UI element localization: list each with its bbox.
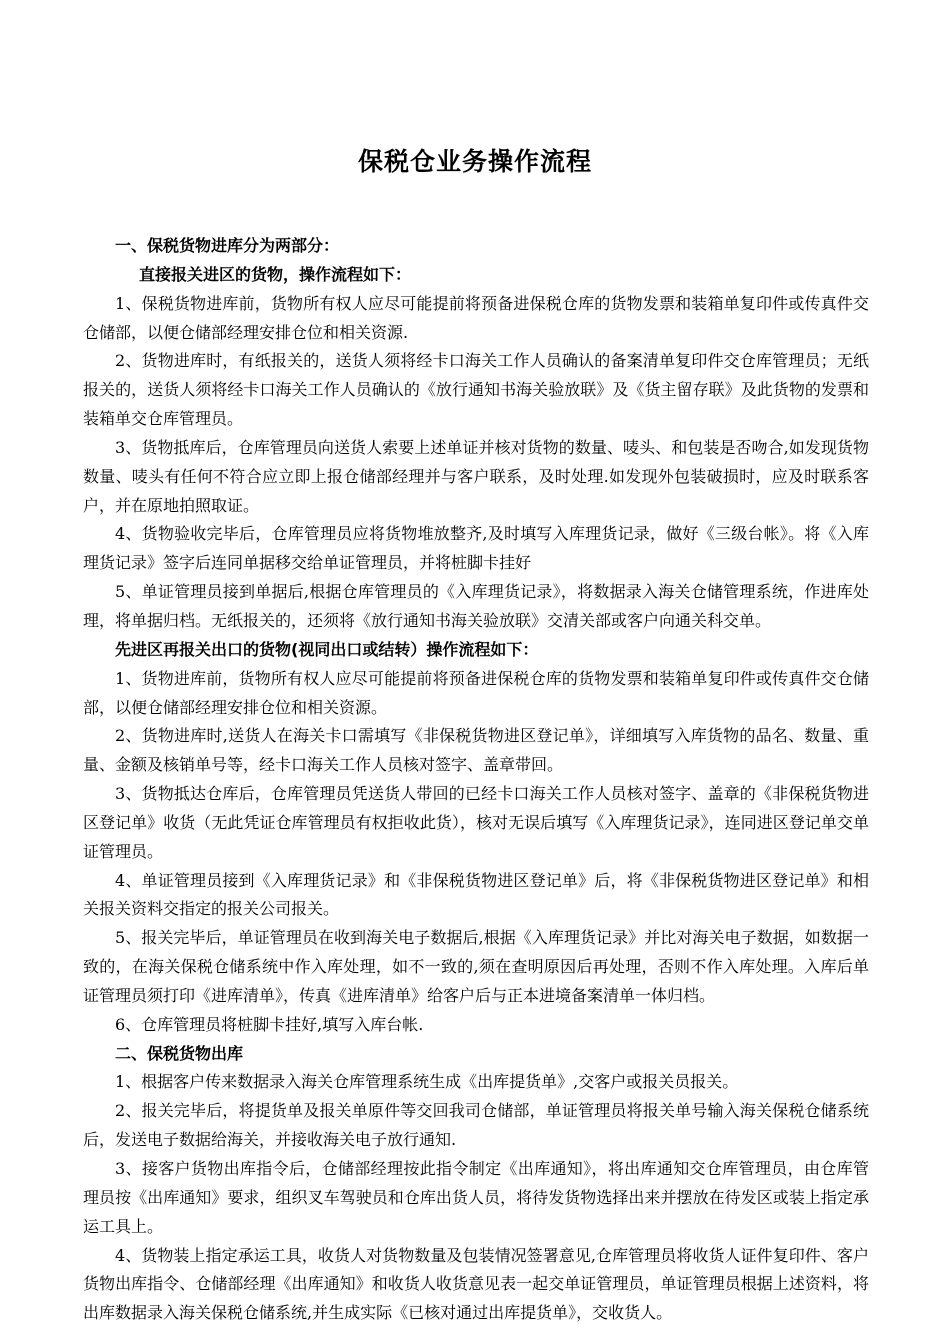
paragraph-direct-step-4: 4、货物验收完毕后，仓库管理员应将货物堆放整齐,及时填写入库理货记录，做好《三级台帐》。将《入库理货记录》签字后连同单据移交给单证管理员，并将桩脚卡挂好	[83, 524, 869, 573]
paragraph-outbound-step-4: 4、货物装上指定承运工具，收货人对货物数量及包装情况签署意见,仓库管理员将收货人证件复印件、客户货物出库指令、仓储部经理《出库通知》和收货人收货意见表一起交单证管理员，单证管理员根据上述资料，将出库数据录入海关保税仓储系统,并生成实际《已核对通过出库提货单》，交收货人。	[83, 1245, 869, 1323]
subsection-heading-enter-first: 先进区再报关出口的货物(视同出口或结转）操作流程如下：	[115, 639, 539, 659]
subsection-heading-direct-declaration: 直接报关进区的货物，操作流程如下：	[139, 264, 412, 284]
paragraph-enter-first-step-1: 1、货物进库前，货物所有权人应尽可能提前将预备进保税仓库的货物发票和装箱单复印件或传真件交仓储部，以便仓储部经理安排仓位和相关资源。	[83, 668, 869, 717]
paragraph-enter-first-step-4: 4、单证管理员接到《入库理货记录》和《非保税货物进区登记单》后，将《非保税货物进区登记单》和相关报关资料交指定的报关公司报关。	[83, 870, 869, 919]
paragraph-enter-first-step-3: 3、货物抵达仓库后，仓库管理员凭送货人带回的已经卡口海关工作人员核对签字、盖章的《非保税货物进区登记单》收货（无此凭证仓库管理员有权拒收此货），核对无误后填写《入库理货记录》，连同进区登记单交单证管理员。	[83, 784, 869, 861]
paragraph-direct-step-5: 5、单证管理员接到单据后,根据仓库管理员的《入库理货记录》，将数据录入海关仓储管理系统，作进库处理，将单据归档。无纸报关的，还须将《放行通知书海关验放联》交清关部或客户向通关科交单。	[83, 582, 869, 630]
paragraph-outbound-step-3: 3、接客户货物出库指令后，仓储部经理按此指令制定《出库通知》，将出库通知交仓库管理员，由仓库管理员按《出库通知》要求，组织叉车驾驶员和仓库出货人员，将待发货物选择出来并摆放在待发区或装上指定承运工具上。	[83, 1159, 869, 1236]
paragraph-outbound-step-2: 2、报关完毕后，将提货单及报关单原件等交回我司仓储部，单证管理员将报关单号输入海关保税仓储系统后，发送电子数据给海关，并接收海关电子放行通知.	[83, 1101, 869, 1150]
section-heading-inbound: 一、保税货物进库分为两部分：	[115, 236, 340, 255]
paragraph-direct-step-2: 2、货物进库时，有纸报关的，送货人须将经卡口海关工作人员确认的备案清单复印件交仓库管理员；无纸报关的，送货人须将经卡口海关工作人员确认的《放行通知书海关验放联》及《货主留存联》及此货物的发票和装箱单交仓库管理员。	[83, 351, 869, 429]
document-title: 保税仓业务操作流程	[357, 147, 592, 176]
paragraph-direct-step-1: 1、保税货物进库前，货物所有权人应尽可能提前将预备进保税仓库的货物发票和装箱单复印件或传真件交仓储部，以便仓储部经理安排仓位和相关资源.	[83, 293, 869, 342]
paragraph-enter-first-step-6: 6、仓库管理员将桩脚卡挂好,填写入库台帐.	[115, 1014, 424, 1034]
document-body	[83, 232, 869, 1328]
section-heading-outbound: 二、保税货物出库	[115, 1043, 244, 1063]
paragraph-enter-first-step-5: 5、报关完毕后，单证管理员在收到海关电子数据后,根据《入库理货记录》并比对海关电子数据，如数据一致的，在海关保税仓储系统中作入库处理，如不一致的,须在查明原因后再处理，否则不作入库处理。入库后单证管理员须打印《进库清单》，传真《进库清单》给客户后与正本进境备案清单一体归档。	[83, 928, 869, 1005]
paragraph-outbound-step-1: 1、根据客户传来数据录入海关仓库管理系统生成《出库提货单》,交客户或报关员报关。	[115, 1072, 739, 1092]
paragraph-enter-first-step-2: 2、货物进库时,送货人在海关卡口需填写《非保税货物进区登记单》，详细填写入库货物的品名、数量、重量、金额及核销单号等，经卡口海关工作人员核对签字、盖章带回。	[83, 726, 869, 775]
paragraph-direct-step-3: 3、货物抵库后，仓库管理员向送货人索要上述单证并核对货物的数量、唛头、和包装是否吻合,如发现货物数量、唛头有任何不符合应立即上报仓储部经理并与客户联系，及时处理.如发现外包装破损时，应及时联系客户，并在原地拍照取证。	[83, 437, 869, 515]
